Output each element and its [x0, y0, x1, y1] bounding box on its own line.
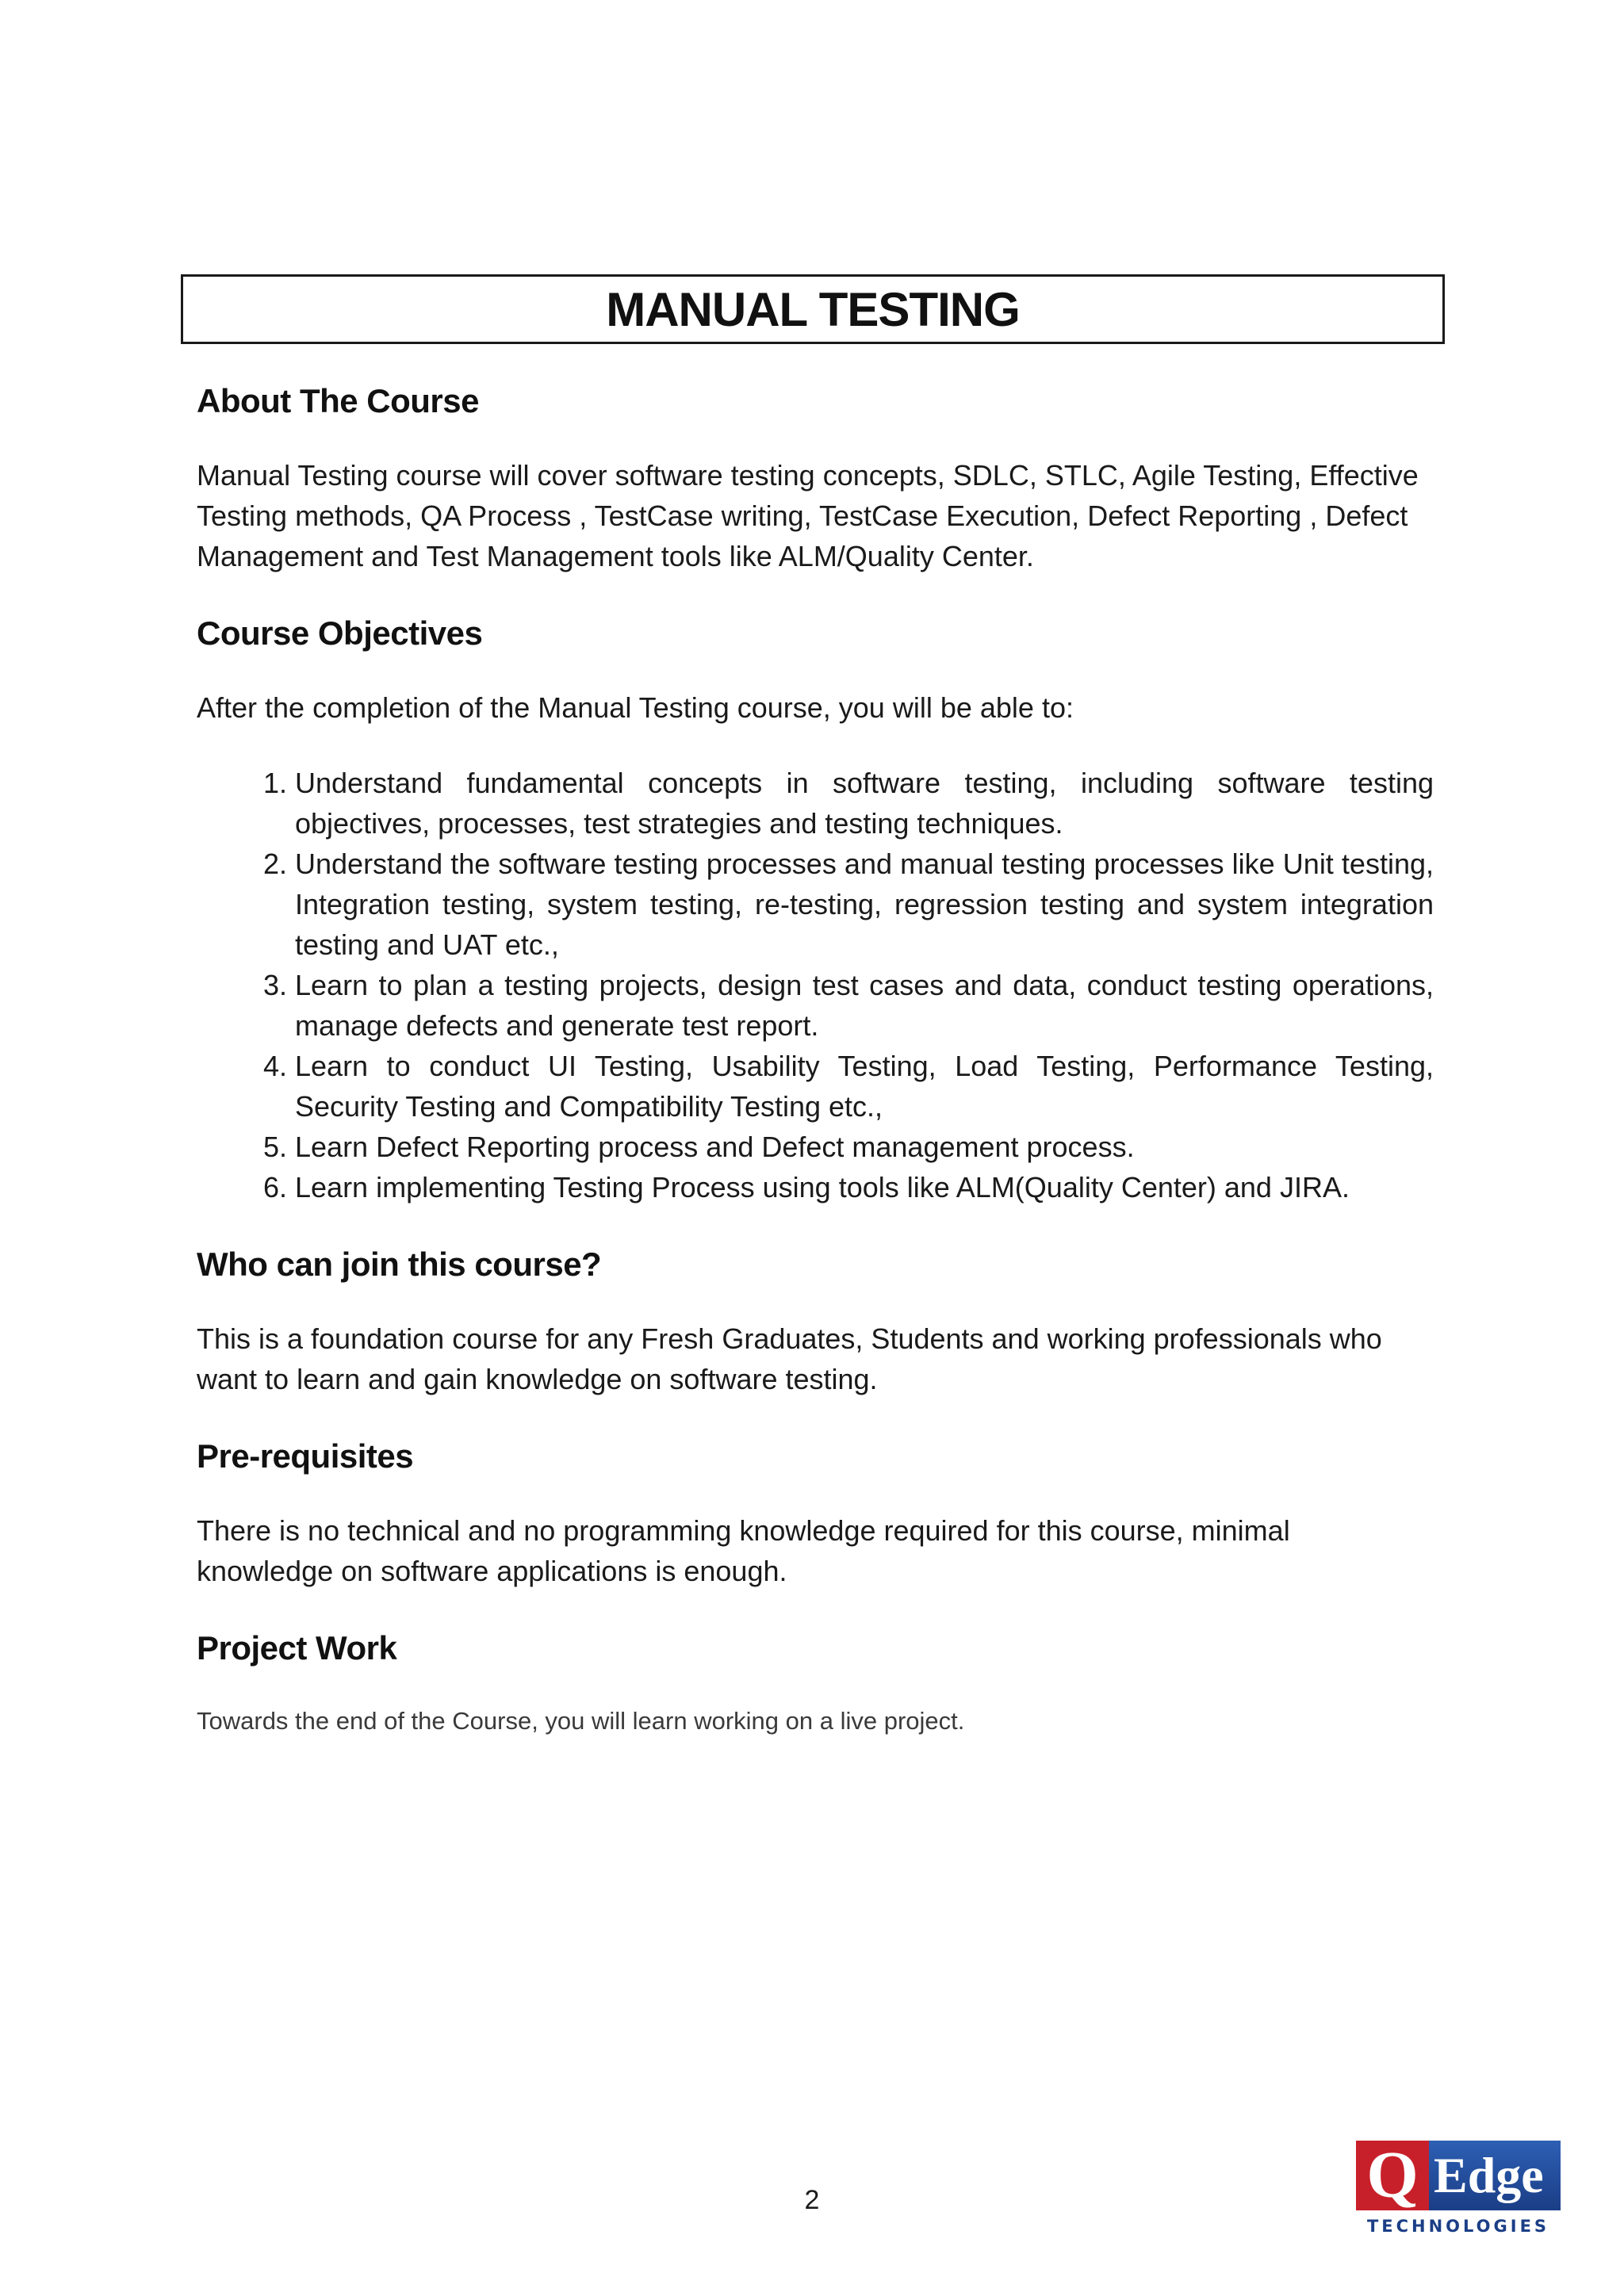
company-logo	[1356, 2141, 1561, 2239]
objective-item: 3. Learn to plan a testing projects, design test cases and data, conduct testing operations, manage defects and generate test report.	[295, 965, 1434, 1046]
objective-item: 6. Learn implementing Testing Process using tools like ALM(Quality Center) and JIRA.	[295, 1167, 1434, 1207]
page-title: MANUAL TESTING	[606, 282, 1020, 336]
objective-item: 4. Learn to conduct UI Testing, Usability Testing, Load Testing, Performance Testing, Security Testing and Compatibility Testing etc.,	[295, 1046, 1434, 1127]
objectives-heading: Course Objectives	[197, 614, 483, 652]
objective-item: 2. Understand the software testing processes and manual testing processes like Unit testing, Integration testing, system testing, re-testing, regression testing and system integration testing and UAT etc.,	[295, 844, 1434, 965]
prereq-heading: Pre-requisites	[197, 1437, 414, 1475]
about-heading: About The Course	[197, 382, 479, 419]
who-text: This is a foundation course for any Fresh Graduates, Students and working professionals who want to learn and gain knowledge on software testing.	[197, 1322, 1382, 1395]
logo-q-mark: Q	[1356, 2141, 1429, 2210]
about-text: Manual Testing course will cover software testing concepts, SDLC, STLC, Agile Testing, Effective Testing methods, QA Process , TestCase writing, TestCase Execution, Defect Reporting , Defect Management and Test Management tools like ALM/Quality Center.	[197, 459, 1419, 572]
logo-wordmark: Edge	[1434, 2147, 1544, 2203]
objective-item: 1. Understand fundamental concepts in software testing, including software testing objectives, processes, test strategies and testing techniques.	[295, 763, 1434, 844]
objectives-list	[197, 763, 1434, 1207]
logo-tagline: TECHNOLOGIES	[1366, 2217, 1550, 2236]
logo-banner	[1356, 2141, 1561, 2210]
objective-item: 5. Learn Defect Reporting process and Defect management process.	[295, 1127, 1434, 1167]
who-heading: Who can join this course?	[197, 1246, 602, 1283]
title-box	[181, 274, 1445, 344]
project-text: Towards the end of the Course, you will learn working on a live project.	[197, 1707, 965, 1735]
project-heading: Project Work	[197, 1629, 397, 1667]
objectives-intro: After the completion of the Manual Testing course, you will be able to:	[197, 691, 1074, 724]
page-number: 2	[804, 2185, 820, 2215]
content-body	[197, 382, 1434, 1741]
prereq-text: There is no technical and no programming knowledge required for this course, minimal knowledge on software applications is enough.	[197, 1514, 1290, 1587]
